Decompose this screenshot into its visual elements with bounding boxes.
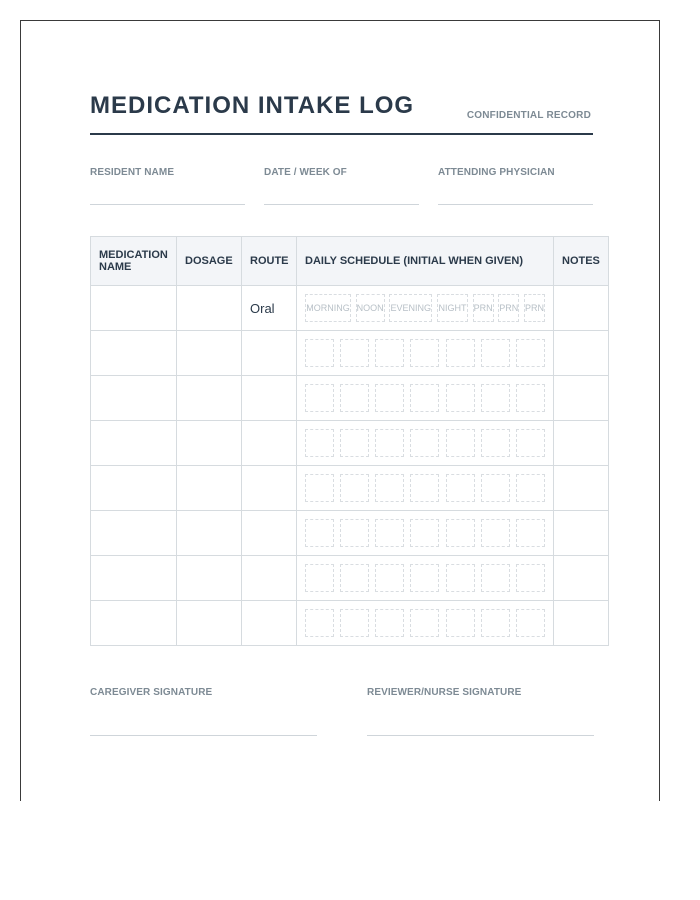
- initial-slot[interactable]: [446, 339, 475, 367]
- col-route: ROUTE: [242, 237, 297, 286]
- dosage-cell[interactable]: [177, 286, 242, 331]
- dosage-cell[interactable]: [177, 376, 242, 421]
- route-cell[interactable]: Oral: [242, 286, 297, 331]
- initial-slot[interactable]: [375, 519, 404, 547]
- notes-cell[interactable]: [554, 511, 609, 556]
- dosage-cell[interactable]: [177, 556, 242, 601]
- title-divider: [90, 133, 593, 135]
- initial-slot[interactable]: [410, 564, 439, 592]
- table-row: [91, 556, 609, 601]
- initial-slot[interactable]: [340, 339, 369, 367]
- table-row: [91, 421, 609, 466]
- initial-slot[interactable]: [516, 339, 545, 367]
- initial-slot[interactable]: [305, 519, 334, 547]
- caregiver-signature-line[interactable]: [90, 735, 317, 736]
- initial-slot[interactable]: [481, 339, 510, 367]
- table-body: [91, 286, 609, 646]
- schedule-slots: [297, 511, 553, 555]
- route-cell[interactable]: [242, 421, 297, 466]
- initial-slot[interactable]: [516, 429, 545, 457]
- medication-name-cell[interactable]: [91, 376, 177, 421]
- date-week-field[interactable]: [264, 167, 419, 205]
- initial-slot[interactable]: [410, 519, 439, 547]
- route-cell[interactable]: [242, 466, 297, 511]
- resident-name-label: RESIDENT NAME: [90, 167, 175, 178]
- dosage-cell[interactable]: [177, 331, 242, 376]
- schedule-cell: [297, 466, 554, 511]
- date-week-line[interactable]: [264, 204, 419, 205]
- date-week-label: DATE / WEEK OF: [264, 167, 347, 178]
- initial-slot[interactable]: PRN: [498, 294, 519, 322]
- initial-slot[interactable]: [410, 429, 439, 457]
- initial-slot[interactable]: [305, 474, 334, 502]
- schedule-slots: [297, 421, 553, 465]
- initial-slot[interactable]: MORNING: [305, 294, 351, 322]
- initial-slot[interactable]: [446, 429, 475, 457]
- reviewer-signature-line[interactable]: [367, 735, 594, 736]
- initial-slot[interactable]: [446, 384, 475, 412]
- initial-slot[interactable]: [481, 429, 510, 457]
- initial-slot[interactable]: [446, 564, 475, 592]
- dosage-cell[interactable]: [177, 466, 242, 511]
- initial-slot[interactable]: NOON: [356, 294, 385, 322]
- initial-slot[interactable]: [446, 609, 475, 637]
- attending-physician-label: ATTENDING PHYSICIAN: [438, 167, 555, 178]
- schedule-cell: [297, 331, 554, 376]
- route-cell[interactable]: [242, 376, 297, 421]
- route-cell[interactable]: [242, 511, 297, 556]
- notes-cell[interactable]: [554, 601, 609, 646]
- schedule-cell: [297, 376, 554, 421]
- reviewer-signature-label: REVIEWER/NURSE SIGNATURE: [367, 687, 522, 698]
- dosage-cell[interactable]: [177, 511, 242, 556]
- initial-slot[interactable]: PRN: [473, 294, 494, 322]
- initial-slot[interactable]: [516, 384, 545, 412]
- schedule-cell: [297, 286, 554, 331]
- notes-cell[interactable]: [554, 286, 609, 331]
- initial-slot[interactable]: [410, 474, 439, 502]
- medication-table: [90, 236, 609, 646]
- route-cell[interactable]: [242, 331, 297, 376]
- medication-name-cell[interactable]: [91, 466, 177, 511]
- table-row: [91, 601, 609, 646]
- notes-cell[interactable]: [554, 376, 609, 421]
- notes-cell[interactable]: [554, 466, 609, 511]
- col-daily-schedule: DAILY SCHEDULE (INITIAL WHEN GIVEN): [297, 237, 554, 286]
- table-row: [91, 466, 609, 511]
- col-medication-name: MEDICATION NAME: [91, 237, 177, 286]
- table-header-row: [91, 237, 609, 286]
- reviewer-signature-field[interactable]: [367, 687, 594, 736]
- col-notes: NOTES: [554, 237, 609, 286]
- schedule-slots: [297, 466, 553, 510]
- route-cell[interactable]: [242, 556, 297, 601]
- medication-name-cell[interactable]: [91, 556, 177, 601]
- initial-slot[interactable]: [375, 384, 404, 412]
- initial-slot[interactable]: [340, 474, 369, 502]
- initial-slot[interactable]: [305, 609, 334, 637]
- page-title: MEDICATION INTAKE LOG: [90, 92, 415, 119]
- schedule-slots: [297, 286, 553, 330]
- medication-name-cell[interactable]: [91, 601, 177, 646]
- initial-slot[interactable]: [375, 474, 404, 502]
- caregiver-signature-label: CAREGIVER SIGNATURE: [90, 687, 213, 698]
- initial-slot[interactable]: EVENING: [389, 294, 432, 322]
- initial-slot[interactable]: [340, 429, 369, 457]
- initial-slot[interactable]: [375, 564, 404, 592]
- dosage-cell[interactable]: [177, 421, 242, 466]
- initial-slot[interactable]: [375, 609, 404, 637]
- initial-slot[interactable]: [481, 564, 510, 592]
- initial-slot[interactable]: [446, 474, 475, 502]
- initial-slot[interactable]: [375, 339, 404, 367]
- schedule-cell: [297, 601, 554, 646]
- initial-slot[interactable]: [481, 519, 510, 547]
- col-dosage: DOSAGE: [177, 237, 242, 286]
- initial-slot[interactable]: [516, 564, 545, 592]
- initial-slot[interactable]: [446, 519, 475, 547]
- schedule-slots: [297, 556, 553, 600]
- initial-slot[interactable]: [340, 519, 369, 547]
- initial-slot[interactable]: [516, 609, 545, 637]
- medication-name-cell[interactable]: [91, 511, 177, 556]
- attending-physician-field[interactable]: [438, 167, 593, 205]
- resident-name-line[interactable]: [90, 204, 245, 205]
- route-cell[interactable]: [242, 601, 297, 646]
- initial-slot[interactable]: [305, 564, 334, 592]
- initial-slot[interactable]: [340, 609, 369, 637]
- medication-name-cell[interactable]: [91, 331, 177, 376]
- initial-slot[interactable]: [481, 474, 510, 502]
- initial-slot[interactable]: [410, 609, 439, 637]
- initial-slot[interactable]: [340, 564, 369, 592]
- caregiver-signature-field[interactable]: [90, 687, 317, 736]
- initial-slot[interactable]: [516, 519, 545, 547]
- initial-slot[interactable]: [481, 609, 510, 637]
- table-row: [91, 511, 609, 556]
- schedule-cell: [297, 511, 554, 556]
- attending-physician-line[interactable]: [438, 204, 593, 205]
- notes-cell[interactable]: [554, 421, 609, 466]
- initial-slot[interactable]: [410, 384, 439, 412]
- initial-slot[interactable]: [410, 339, 439, 367]
- notes-cell[interactable]: [554, 331, 609, 376]
- medication-name-cell[interactable]: [91, 421, 177, 466]
- table-row: [91, 331, 609, 376]
- log-sheet: [20, 20, 660, 801]
- initial-slot[interactable]: [305, 429, 334, 457]
- initial-slot[interactable]: [305, 384, 334, 412]
- schedule-cell: [297, 421, 554, 466]
- initial-slot[interactable]: [305, 339, 334, 367]
- dosage-cell[interactable]: [177, 601, 242, 646]
- initial-slot[interactable]: [340, 384, 369, 412]
- initial-slot[interactable]: NIGHT: [437, 294, 468, 322]
- initial-slot[interactable]: [481, 384, 510, 412]
- table-row: [91, 376, 609, 421]
- table-row: [91, 286, 609, 331]
- notes-cell[interactable]: [554, 556, 609, 601]
- initial-slot[interactable]: [375, 429, 404, 457]
- initial-slot[interactable]: PRN: [524, 294, 545, 322]
- confidential-label: CONFIDENTIAL RECORD: [466, 110, 591, 121]
- medication-name-cell[interactable]: [91, 286, 177, 331]
- schedule-slots: [297, 601, 553, 645]
- schedule-slots: [297, 331, 553, 375]
- schedule-slots: [297, 376, 553, 420]
- schedule-cell: [297, 556, 554, 601]
- initial-slot[interactable]: [516, 474, 545, 502]
- resident-name-field[interactable]: [90, 167, 245, 205]
